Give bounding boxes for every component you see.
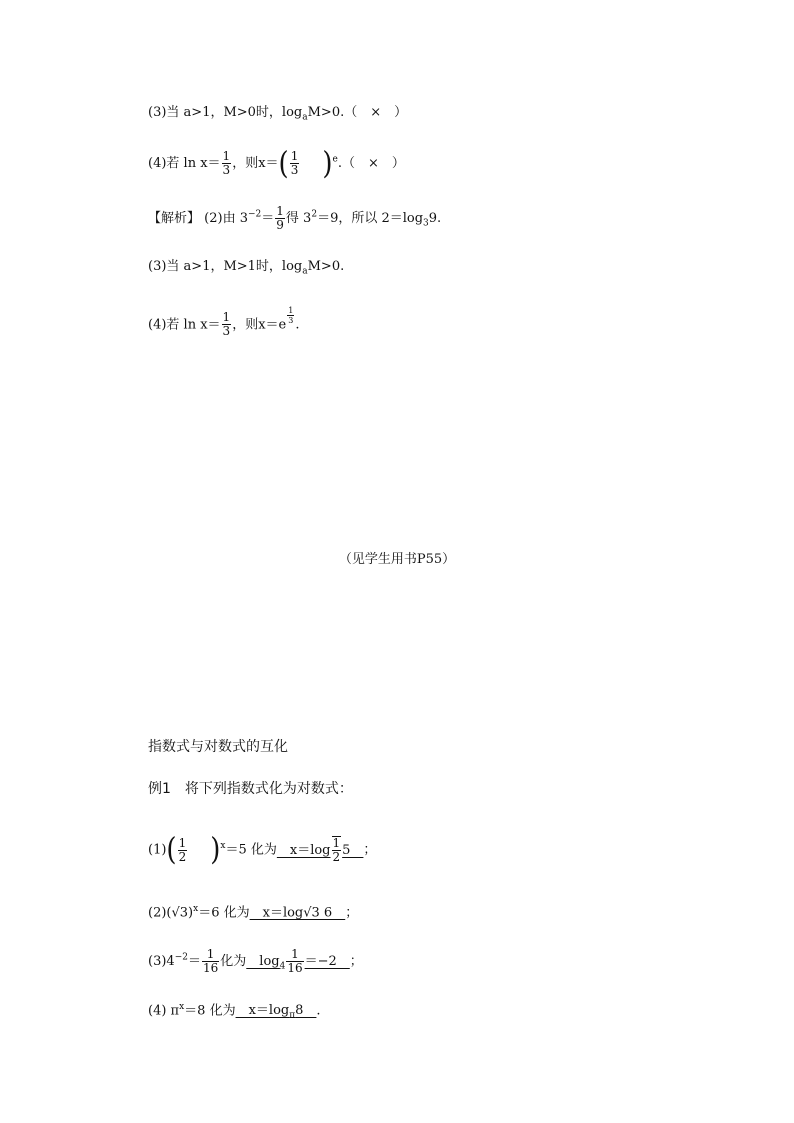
reference-note: （见学生用书P55） [338, 552, 456, 567]
example-2: $(2)(√3)^x=6$ 化为 x＝log√3 6 ； [148, 904, 359, 921]
example-label: 例1 将下列指数式化为对数式： [148, 781, 353, 797]
fraction: $\frac{1}{3}$ [222, 310, 231, 339]
item-4: (4)若 ln x＝ $\frac{1}{3}$ ，则x＝( $\frac{1}{3}$ )$^e$.（ × ） [148, 145, 405, 182]
answer-1: x＝log $\frac{1}{2}$ 5 [276, 836, 364, 864]
analysis-2: 【解析】 (2)由 $3^{-2}=$ $\frac{1}{9}$ 得 $3^2=9$，所以 $2=\log_39$. [148, 204, 442, 232]
answer-2: x＝log√3 6 [249, 905, 346, 921]
fraction: $\frac{1}{2}$ [332, 836, 341, 864]
answer-4: $x=\log_\pi 8$ [235, 1003, 317, 1021]
left-paren: ( [166, 832, 177, 868]
right-paren: ) [210, 832, 221, 868]
analysis-4: (4)若 ln x＝ $\frac{1}{3}$ ，则x＝e $\frac{1}{3}$ . [148, 306, 300, 339]
answer-3: $\log_4$ $\frac{1}{16}$ ＝−2 [246, 947, 350, 975]
exponent-fraction: $\frac{1}{3}$ [288, 306, 294, 325]
fraction: $\frac{1}{16}$ [287, 947, 303, 975]
left-paren: ( [278, 145, 289, 182]
section-title: 指数式与对数式的互化 [148, 739, 288, 755]
example-1: (1)( $\frac{1}{2}$ )$^x$＝5 化为 x＝log $\frac{1}{2}$ 5 ； [148, 832, 377, 868]
fraction: $\frac{1}{3}$ [222, 149, 231, 177]
fraction: $\frac{1}{9}$ [276, 204, 284, 232]
fraction: $\frac{1}{3}$ [290, 149, 299, 177]
analysis-3: (3)当 a>1，M>1时，$\log_aM>0$. [148, 259, 345, 277]
fraction: $\frac{1}{16}$ [202, 947, 219, 975]
example-3: $(3)4^{-2}=$ $\frac{1}{16}$ 化为 $\log_4$ $\frac{1}{16}$ ＝−2 ； [148, 947, 363, 975]
example-4: (4) $\pi^x=8$ 化为 $x=\log_\pi 8$ . [148, 1002, 321, 1021]
right-paren: ) [322, 145, 333, 182]
fraction: $\frac{1}{2}$ [178, 835, 187, 864]
item-3: (3)当 a>1，M>0时，$\log_aM>0$.（ × ） [148, 105, 408, 123]
